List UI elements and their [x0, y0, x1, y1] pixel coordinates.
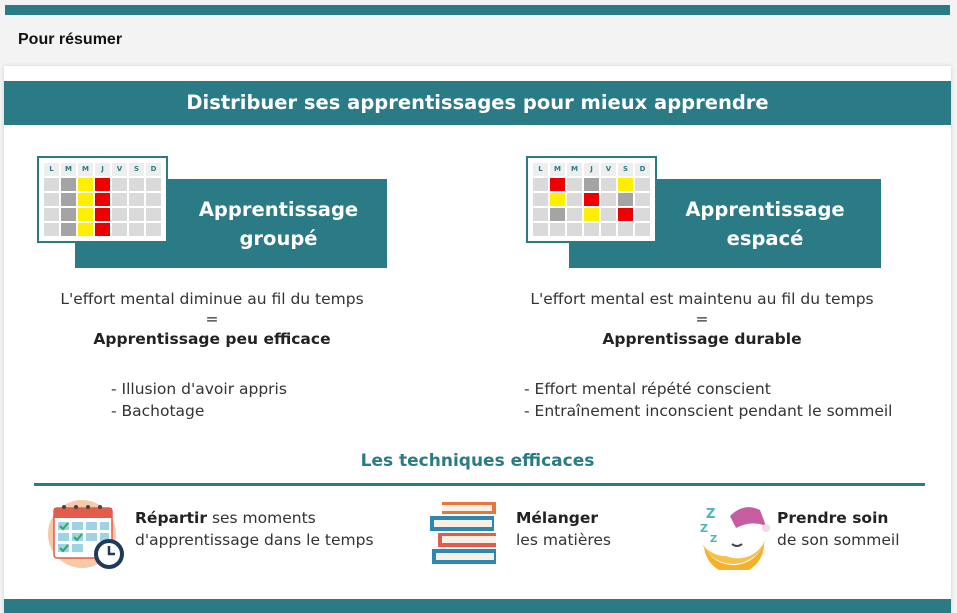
day-header: L [533, 163, 548, 176]
summary-card [4, 66, 951, 613]
techniques-divider [34, 483, 925, 486]
books-icon [428, 502, 500, 566]
technique-repartir [135, 507, 374, 551]
day-header: V [112, 163, 127, 176]
groupe-equals: = [205, 310, 219, 328]
svg-text:Z: Z [706, 507, 716, 522]
espace-desc: L'effort mental est maintenu au fil du temps [530, 290, 874, 308]
calendar-clock-icon [48, 498, 124, 570]
groupe-point: - Bachotage [111, 402, 205, 420]
day-header: D [146, 163, 161, 176]
espace-point: - Effort mental répété conscient [524, 380, 771, 398]
sleeping-moon-icon [696, 498, 772, 570]
day-header: L [44, 163, 59, 176]
groupe-description [54, 288, 370, 350]
groupe-desc: L'effort mental diminue au fil du temps [60, 290, 364, 308]
day-header: J [584, 163, 599, 176]
espace-result: Apprentissage durable [602, 330, 802, 348]
espace-points [524, 378, 892, 422]
groupe-title-line1: Apprentissage [198, 197, 359, 221]
technique-sommeil [777, 507, 900, 551]
espace-title-line2: espacé [726, 226, 804, 250]
groupe-point: - Illusion d'avoir appris [111, 380, 287, 398]
espace-description [524, 288, 880, 350]
top-accent-bar [5, 5, 950, 15]
technique-bold: Prendre soin [777, 509, 889, 527]
techniques-title: Les techniques efficaces [360, 451, 595, 471]
technique-line2: les matières [516, 531, 612, 549]
day-header: S [618, 163, 633, 176]
day-header: M [550, 163, 565, 176]
technique-bold: Répartir [135, 509, 208, 527]
technique-rest: ses moments [207, 509, 316, 527]
technique-line2: d'apprentissage dans le temps [135, 531, 374, 549]
espace-point: - Entraînement inconscient pendant le sommeil [524, 402, 893, 420]
day-header: S [129, 163, 144, 176]
svg-text:Z: Z [710, 534, 718, 545]
groupe-result: Apprentissage peu efficace [93, 330, 331, 348]
svg-text:Z: Z [700, 522, 708, 535]
technique-line2: de son sommeil [777, 531, 900, 549]
espace-title-line1: Apprentissage [685, 197, 845, 221]
calendar-espace-icon [526, 156, 657, 243]
day-header: M [567, 163, 582, 176]
page-title: Pour résumer [18, 31, 123, 48]
technique-bold: Mélanger [516, 509, 598, 527]
groupe-title-line2: groupé [239, 226, 318, 250]
groupe-points [111, 378, 287, 422]
day-header: M [78, 163, 93, 176]
day-header: J [95, 163, 110, 176]
bottom-accent-bar [4, 599, 951, 613]
day-header: V [601, 163, 616, 176]
calendar-groupe-icon [37, 156, 168, 243]
banner-title: Distribuer ses apprentissages pour mieux apprendre [4, 81, 951, 125]
day-header: D [635, 163, 650, 176]
day-header: M [61, 163, 76, 176]
espace-equals: = [695, 310, 709, 328]
technique-melanger [516, 507, 611, 551]
